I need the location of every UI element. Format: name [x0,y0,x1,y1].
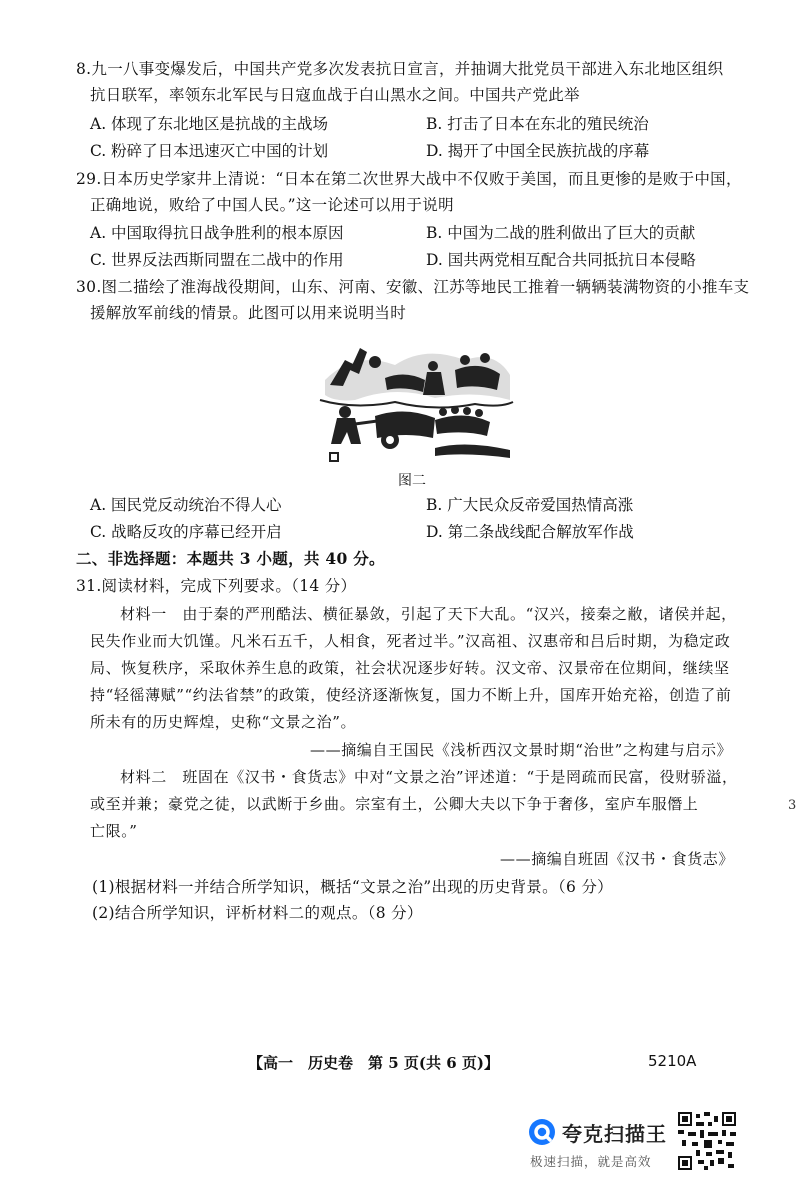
q28-option-d: D. 揭开了中国全民族抗战的序幕 [426,142,650,160]
huaihai-campaign-papercut-figure [315,340,515,468]
scanner-watermark [528,1112,738,1174]
side-margin-mark: 3 [788,798,797,813]
q29-option-a: A. 中国取得抗日战争胜利的根本原因 [90,224,344,242]
q29-stem-line2: 正确地说，败给了中国人民。”这一论述可以用于说明 [90,196,454,214]
q28-stem-line2: 抗日联军，率领东北军民与日寇血战于白山黑水之间。中国共产党此举 [90,86,580,104]
material1-source: ——摘编自王国民《浅析西汉文景时期“治世”之构建与启示》 [310,741,733,759]
scanner-brand: 夸克扫描王 [562,1122,667,1146]
material1-line4: 持“轻徭薄赋”“约法省禁”的政策，使经济逐渐恢复，国力不断上升，国库开始充裕，创造了前 [90,686,732,704]
q30-option-c: C. 战略反攻的序幕已经开启 [90,523,282,541]
scanner-slogan: 极速扫描，就是高效 [530,1154,652,1169]
section2-heading: 二、非选择题：本题共 3 小题，共 40 分。 [76,549,385,568]
q28-option-a: A. 体现了东北地区是抗战的主战场 [90,115,329,133]
q28-option-c: C. 粉碎了日本迅速灭亡中国的计划 [90,142,329,160]
q29-option-b: B. 中国为二战的胜利做出了巨大的贡献 [426,224,696,242]
q30-stem-line1: 30.图二描绘了淮海战役期间，山东、河南、安徽、江苏等地民工推着一辆辆装满物资的小推车支 [76,278,750,296]
material1-line3: 局、恢复秩序，采取休养生息的政策，社会状况逐步好转。汉文帝、汉景帝在位期间，继续坚 [90,659,730,677]
q28-option-b: B. 打击了日本在东北的殖民统治 [426,115,649,133]
q30-stem-line2: 援解放军前线的情景。此图可以用来说明当时 [90,304,407,322]
scanner-logo-icon [528,1118,556,1146]
q31-requirement-1: (1)根据材料一并结合所学知识，概括“文景之治”出现的历史背景。（6 分） [92,878,613,896]
material2-line2: 或至并兼；豪党之徒，以武断于乡曲。宗室有土，公卿大夫以下争于奢侈，室庐车服僭上 [90,795,699,813]
page-footer: 【高一 历史卷 第 5 页(共 6 页)】 [248,1054,499,1072]
q30-option-d: D. 第二条战线配合解放军作战 [426,523,634,541]
q29-option-d: D. 国共两党相互配合共同抵抗日本侵略 [426,251,696,269]
material1-line1: 材料一 由于秦的严刑酷法、横征暴敛，引起了天下大乱。“汉兴，接秦之敝，诸侯并起， [120,605,737,623]
q31-requirement-2: (2)结合所学知识，评析材料二的观点。（8 分） [92,904,423,922]
exam-code: 5210A [648,1052,697,1070]
q29-option-c: C. 世界反法西斯同盟在二战中的作用 [90,251,344,269]
figure-caption: 图二 [398,473,426,489]
q30-option-b: B. 广大民众反帝爱国热情高涨 [426,496,634,514]
material2-line1: 材料二 班固在《汉书・食货志》中对“文景之治”评述道：“于是罔疏而民富，役财骄溢， [120,768,738,786]
q29-stem-line1: 29.日本历史学家井上清说：“日本在第二次世界大战中不仅败于美国，而且更惨的是败于中国， [76,170,742,188]
material1-line5: 所未有的历史辉煌，史称“文景之治”。 [90,713,357,731]
material2-line3: 亡限。” [90,822,138,840]
qr-code-icon [678,1112,736,1170]
q31-stem: 31.阅读材料，完成下列要求。（14 分） [76,577,357,595]
q30-option-a: A. 国民党反动统治不得人心 [90,496,282,514]
material2-source: ——摘编自班固《汉书・食货志》 [500,850,735,868]
q28-stem-line1: 8.九一八事变爆发后，中国共产党多次发表抗日宣言，并抽调大批党员干部进入东北地区组织 [76,60,724,78]
material1-line2: 民失作业而大饥馑。凡米石五千，人相食，死者过半。”汉高祖、汉惠帝和吕后时期，为稳定政 [90,632,731,650]
